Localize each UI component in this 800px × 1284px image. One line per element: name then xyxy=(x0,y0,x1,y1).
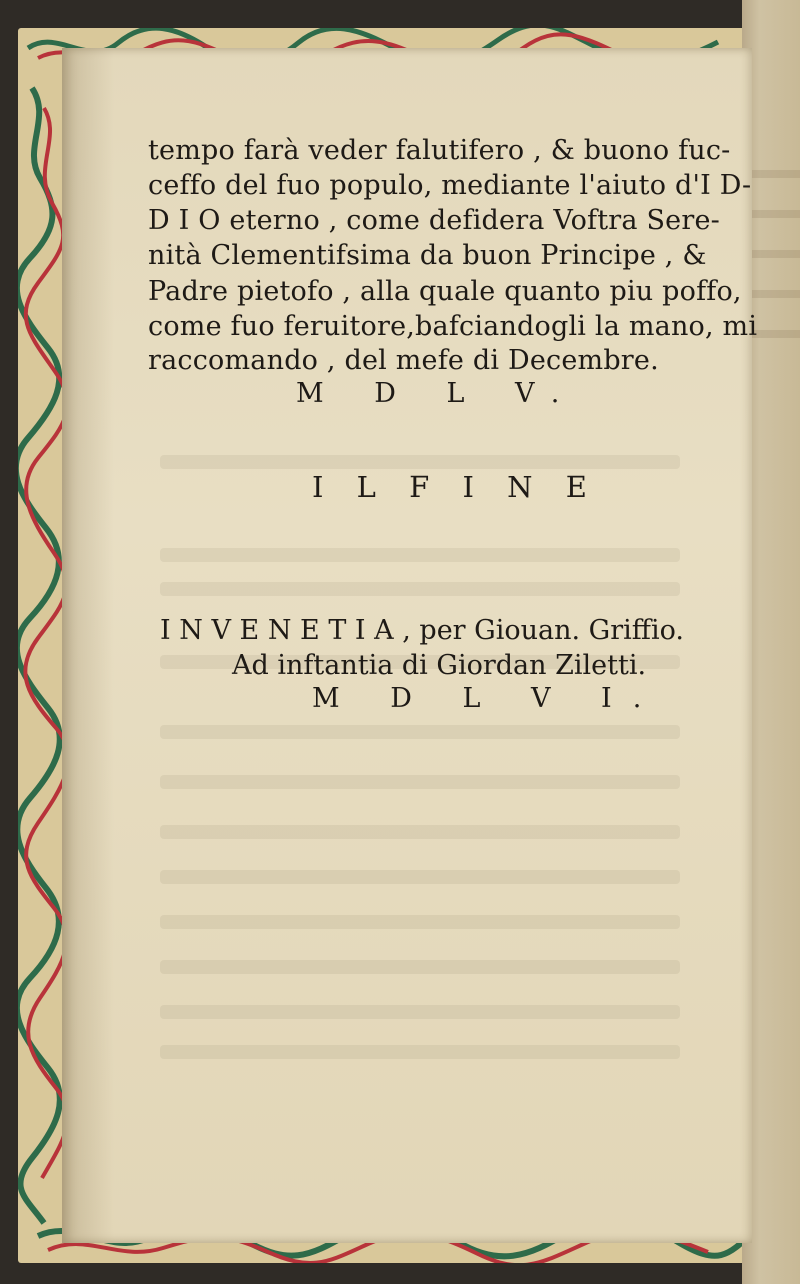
imprint-line-2: Ad inftantia di Giordan Ziletti. xyxy=(232,650,647,681)
body-line-2: ceffo del fuo populo, mediante l'aiuto d'I D- xyxy=(148,170,752,201)
date-line: M D L V. xyxy=(296,378,581,409)
body-line-4: nità Clementifsima da buon Principe , & xyxy=(148,240,707,271)
body-line-1: tempo farà veder falutifero , & buono fuc- xyxy=(148,135,731,166)
body-line-3: D I O eterno , come defidera Voftra Sere- xyxy=(148,205,720,236)
body-line-7: raccomando , del mefe di Decembre. xyxy=(148,345,659,376)
imprint-year: M D L V I. xyxy=(312,683,663,714)
finis-heading: I L F I N E xyxy=(312,470,599,504)
body-line-6: come fuo feruitore,bafciandogli la mano, mi xyxy=(148,311,758,342)
imprint-line-1: I N V E N E T I A , per Giouan. Griffio. xyxy=(160,615,684,646)
body-line-5: Padre pietofo , alla quale quanto piu poffo, xyxy=(148,276,742,307)
